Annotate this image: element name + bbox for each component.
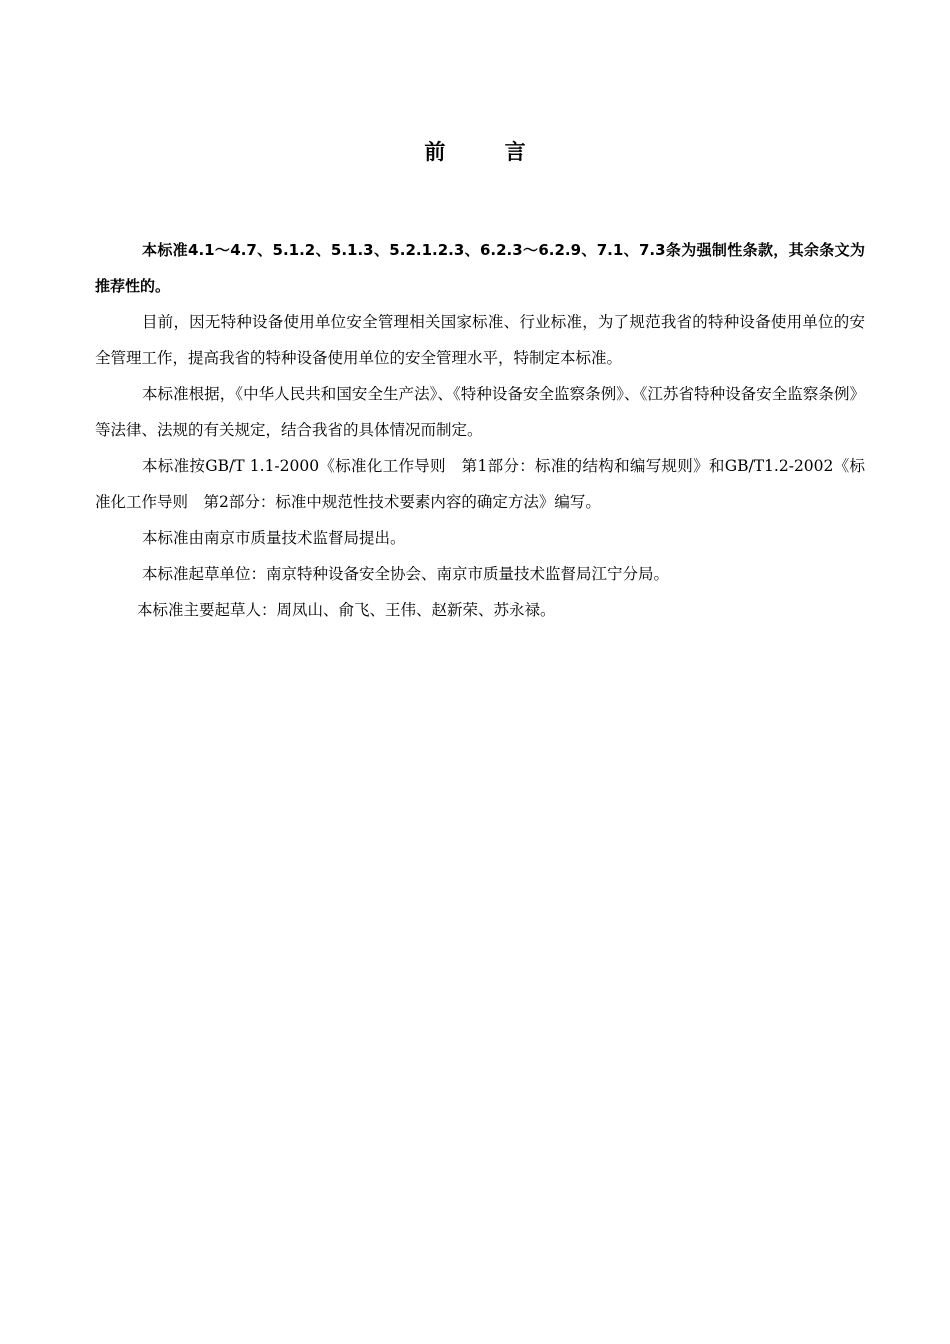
paragraph-drafting-units: 本标准起草单位：南京特种设备安全协会、南京市质量技术监督局江宁分局。	[142, 565, 670, 583]
paragraph-mandatory-clauses: 本标准4.1～4.7、5.1.2、5.1.3、5.2.1.2.3、6.2.3～6.2.9、7.1、7.3条为强制性条款，其余条文为推荐性的。	[95, 241, 865, 295]
paragraph-purpose: 目前，因无特种设备使用单位安全管理相关国家标准、行业标准，为了规范我省的特种设备使用单位的安全管理工作，提高我省的特种设备使用单位的安全管理水平，特制定本标准。	[95, 313, 865, 367]
paragraph-drafting-rules: 本标准按GB/T 1.1-2000《标准化工作导则 第1部分：标准的结构和编写规则》和GB/T1.2-2002《标准化工作导则 第2部分：标准中规范性技术要素内容的确定方法》编写。	[95, 457, 865, 511]
foreword-body	[95, 232, 865, 628]
page-title: 前 言	[424, 140, 552, 164]
paragraph-proposer: 本标准由南京市质量技术监督局提出。	[142, 529, 406, 547]
paragraph-legal-basis: 本标准根据，《中华人民共和国安全生产法》、《特种设备安全监察条例》、《江苏省特种设备安全监察条例》等法律、法规的有关规定，结合我省的具体情况而制定。	[95, 385, 865, 439]
paragraph-drafters: 本标准主要起草人：周凤山、俞飞、王伟、赵新荣、苏永禄。	[137, 601, 556, 619]
